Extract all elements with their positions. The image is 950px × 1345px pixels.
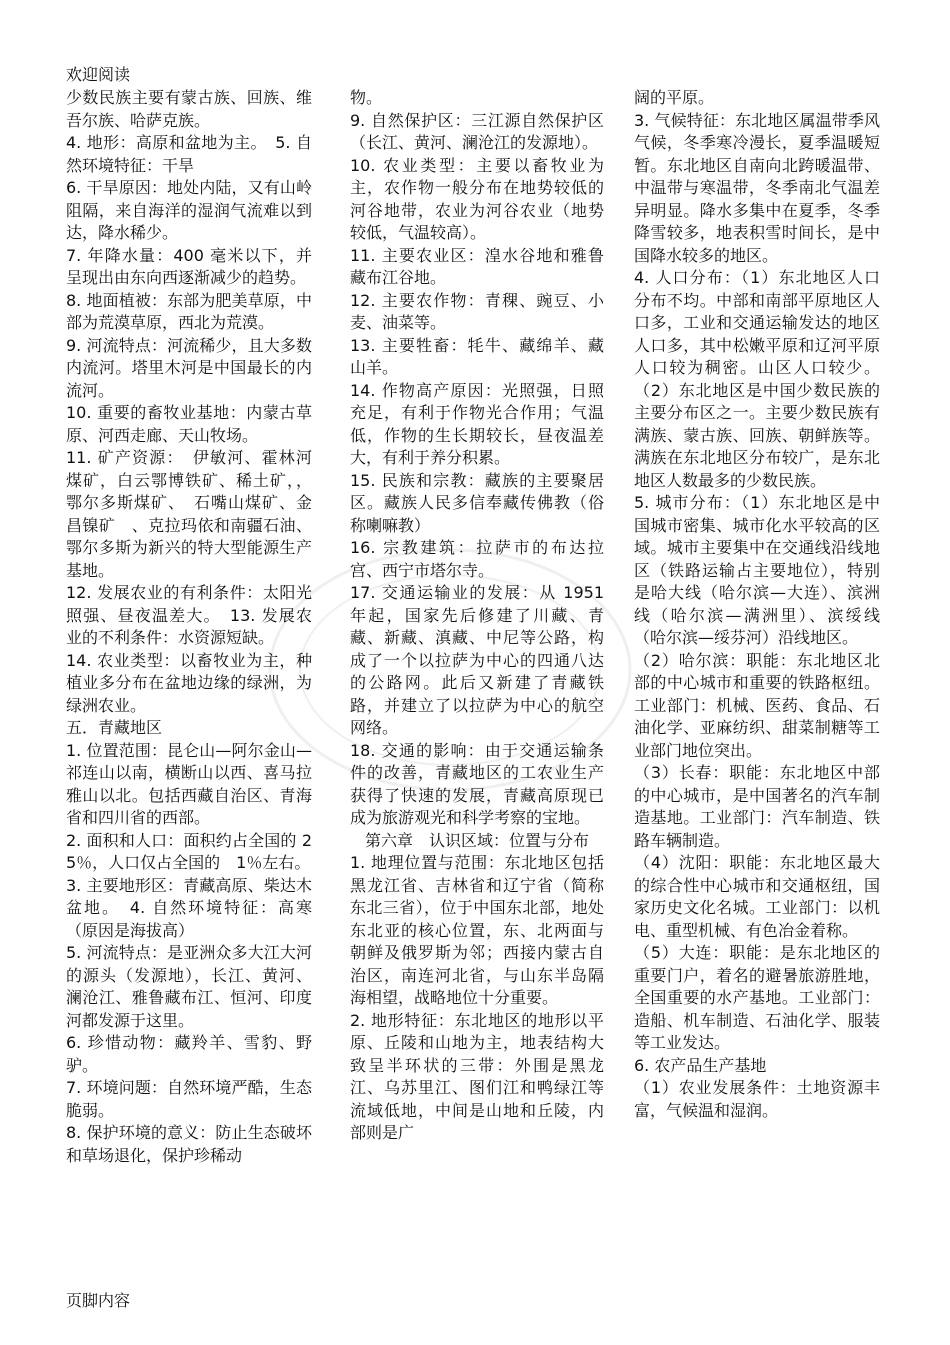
paragraph: （2）哈尔滨：职能：东北地区北部的中心城市和重要的铁路枢纽。工业部门：机械、医药、食品、石油化学、亚麻纺织、甜菜制糖等工业部门地位突出。 xyxy=(634,650,880,760)
paragraph: 8. 地面植被：东部为肥美草原，中部为荒漠草原，西北为荒漠。 xyxy=(66,290,312,332)
chapter-heading: 第六章 认识区域：位置与分布 xyxy=(364,830,589,850)
paragraph: 8. 保护环境的意义：防止生态破坏和草场退化，保护珍稀动 xyxy=(66,1123,312,1165)
paragraph: 16. 宗教建筑：拉萨市的布达拉宫、西宁市塔尔寺。 xyxy=(350,538,604,580)
page-header: 欢迎阅读 xyxy=(66,65,131,84)
paragraph: 10. 重要的畜牧业基地：内蒙古草原、河西走廊、天山牧场。 xyxy=(66,403,312,445)
paragraph: 17. 交通运输业的发展：从 1951 年起，国家先后修建了川藏、青藏、新藏、滇藏、中尼等公路，构成了一个以拉萨为中心的四通八达的公路网。此后又新建了青藏铁路，并建立了以拉萨为中心的航空网络。 xyxy=(350,583,604,737)
paragraph: 6. 干旱原因：地处内陆，又有山岭阻隔，来自海洋的湿润气流难以到达，降水稀少。 xyxy=(66,178,312,242)
paragraph: 3. 主要地形区：青藏高原、柴达木盆地。 4. 自然环境特征：高寒（原因是海拔高） xyxy=(66,875,312,940)
paragraph: 2. 面积和人口：面积约占全国的 25％，人口仅占全国的 1％左右。 xyxy=(66,830,312,872)
paragraph: 物。 xyxy=(350,88,383,107)
text-column-right xyxy=(634,87,880,1122)
paragraph: 14. 农业类型：以畜牧业为主，种植业多分布在盆地边缘的绿洲，为绿洲农业。 xyxy=(66,650,312,715)
paragraph: 10. 农业类型：主要以畜牧业为主，农作物一般分布在地势较低的河谷地带，农业为河谷农业（地势较低，气温较高）。 xyxy=(350,155,604,242)
paragraph: 少数民族主要有蒙古族、回族、维吾尔族、哈萨克族。 xyxy=(66,88,312,130)
paragraph: 3. 气候特征：东北地区属温带季风气候，冬季寒冷漫长，夏季温暖短暂。东北地区自南向北跨暖温带、中温带与寒温带，冬季南北气温差异明显。降水多集中在夏季，冬季降雪较多，地表积雪时间长，是中国降水较多的地区。 xyxy=(634,110,880,265)
paragraph: 7. 环境问题：自然环境严酷，生态脆弱。 xyxy=(66,1078,312,1120)
paragraph: 1. 位置范围：昆仑山—阿尔金山—祁连山以南，横断山以西、喜马拉雅山以北。包括西藏自治区、青海省和四川省的西部。 xyxy=(66,740,312,827)
paragraph: 14. 作物高产原因：光照强，日照充足，有利于作物光合作用；气温低，作物的生长期较长，昼夜温差大，有利于养分积累。 xyxy=(350,380,604,467)
paragraph: 6. 珍惜动物：藏羚羊、雪豹、野驴。 xyxy=(66,1033,312,1075)
section-heading: 五．青藏地区 xyxy=(66,718,163,737)
text-column-middle xyxy=(350,87,604,1145)
paragraph: （4）沈阳：职能：东北地区最大的综合性中心城市和交通枢纽，国家历史文化名城。工业部门：以机电、重型机械、有色冶金着称。 xyxy=(634,853,880,940)
paragraph: 11. 矿产资源： 伊敏河、霍林河煤矿，白云鄂博铁矿、稀土矿，，鄂尔多斯煤矿、 石嘴山煤矿、金昌镍矿 、克拉玛依和南疆石油、鄂尔多斯为新兴的特大型能源生产基地。 xyxy=(66,448,312,580)
paragraph: 12. 发展农业的有利条件：太阳光照强、昼夜温差大。 13. 发展农业的不利条件：水资源短缺。 xyxy=(66,583,312,647)
paragraph: 7. 年降水量：400 毫米以下，并呈现出由东向西逐渐减少的趋势。 xyxy=(66,245,312,287)
paragraph: 2. 地形特征：东北地区的地形以平原、丘陵和山地为主，地表结构大致呈半环状的三带：外围是黑龙江、乌苏里江、图们江和鸭绿江等流域低地，中间是山地和丘陵，内部则是广 xyxy=(350,1010,604,1142)
paragraph: 4. 人口分布：（1）东北地区人口分布不均。中部和南部平原地区人口多，工业和交通运输发达的地区人口多，其中松嫩平原和辽河平原人口较为稠密。山区人口较少。（2）东北地区是中国少数民族的主要分布区之一。主要少数民族有满族、蒙古族、回族、朝鲜族等。满族在东北地区分布较广，是东北地区人数最多的少数民族。 xyxy=(634,268,880,490)
paragraph: 9. 自然保护区：三江源自然保护区（长江、黄河、澜沧江的发源地）。 xyxy=(350,110,604,152)
page-footer: 页脚内容 xyxy=(66,1291,131,1310)
paragraph: 13. 主要牲畜：牦牛、藏绵羊、藏山羊。 xyxy=(350,335,604,377)
paragraph: 1. 地理位置与范围：东北地区包括黑龙江省、吉林省和辽宁省（简称东北三省），位于中国东北部，地处东北亚的核心位置，东、北两面与朝鲜及俄罗斯为邻；西接内蒙古自治区，南连河北省，与山东半岛隔海相望，战略地位十分重要。 xyxy=(350,853,604,1007)
paragraph: 15. 民族和宗教：藏族的主要聚居区。藏族人民多信奉藏传佛教（俗称喇嘛教） xyxy=(350,470,604,535)
paragraph: 11. 主要农业区：湟水谷地和雅鲁藏布江谷地。 xyxy=(350,245,604,287)
paragraph: 5. 河流特点：是亚洲众多大江大河的源头（发源地），长江、黄河、澜沧江、雅鲁藏布江、恒河、印度河都发源于这里。 xyxy=(66,943,312,1030)
paragraph: 12. 主要农作物：青稞、豌豆、小麦、油菜等。 xyxy=(350,290,604,332)
text-column-left xyxy=(66,87,312,1167)
paragraph: 5. 城市分布：（1）东北地区是中国城市密集、城市化水平较高的区域。城市主要集中在交通线沿线地区（铁路运输占主要地位），特别是哈大线（哈尔滨—大连）、滨洲线（哈尔滨—满洲里）、滨绥线（哈尔滨—绥芬河）沿线地区。 xyxy=(634,493,880,647)
paragraph: 18. 交通的影响：由于交通运输条件的改善，青藏地区的工农业生产获得了快速的发展，青藏高原现已成为旅游观光和科学考察的宝地。 xyxy=(350,740,604,827)
paragraph: （1）农业发展条件：土地资源丰富，气候温和湿润。 xyxy=(634,1078,880,1120)
subsection-heading: 6. 农产品生产基地 xyxy=(634,1055,767,1075)
paragraph: （3）长春：职能：东北地区中部的中心城市，是中国著名的汽车制造基地。工业部门：汽车制造、铁路车辆制造。 xyxy=(634,763,880,850)
paragraph: 9. 河流特点：河流稀少，且大多数内流河。塔里木河是中国最长的内流河。 xyxy=(66,335,312,400)
paragraph: 阔的平原。 xyxy=(634,88,715,107)
paragraph: 4. 地形：高原和盆地为主。 5. 自然环境特征：干旱 xyxy=(66,133,312,175)
paragraph: （5）大连：职能：是东北地区的重要门户，着名的避暑旅游胜地，全国重要的水产基地。工业部门：造船、机车制造、石油化学、服装等工业发达。 xyxy=(634,943,880,1052)
